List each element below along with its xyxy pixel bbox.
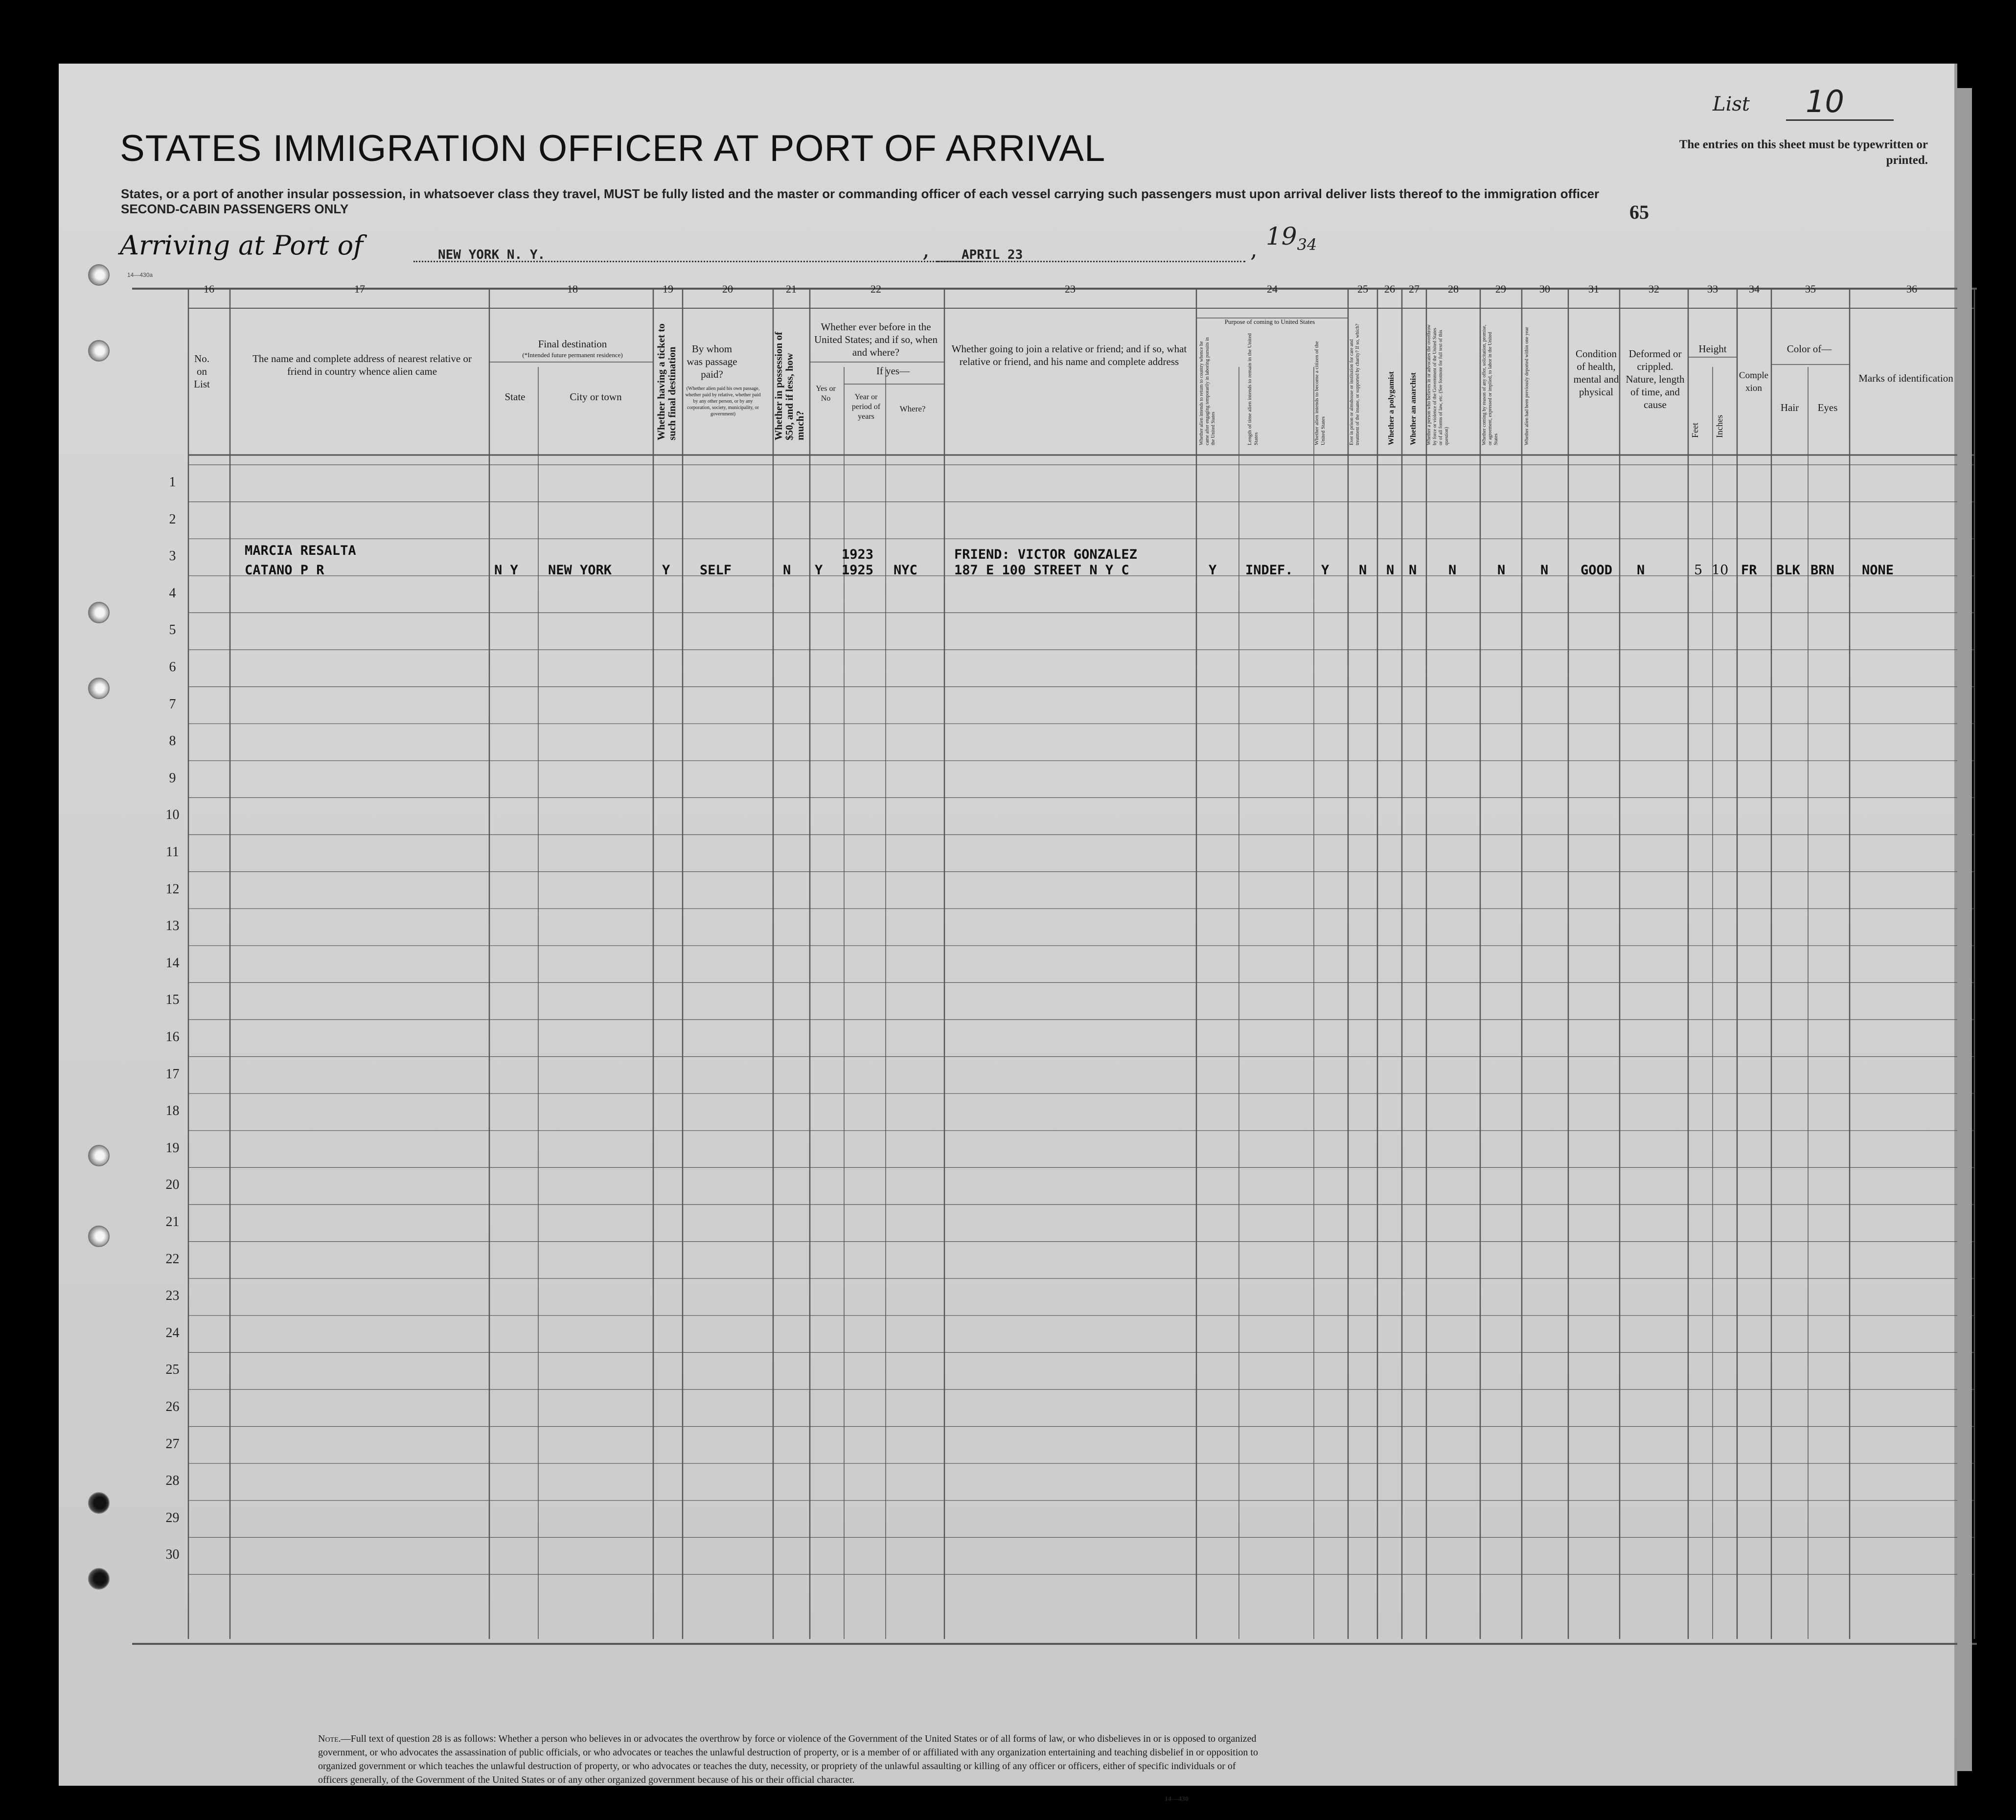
column-number: 31: [1588, 283, 1599, 295]
typewritten-note: The entries on this sheet must be typewritten or printed.: [1679, 138, 1928, 167]
row-number: 21: [165, 1214, 180, 1229]
return-value: Y: [1209, 563, 1217, 578]
punch-hole: [88, 1226, 110, 1247]
header-polygamist: Whether a polygamist: [1387, 371, 1396, 445]
join-relative-address: 187 E 100 STREET N Y C: [954, 563, 1129, 578]
header-if-yes: If yes—: [876, 365, 910, 377]
page-title: STATES IMMIGRATION OFFICER AT PORT OF ARRIVAL: [120, 128, 1106, 169]
header-color-of: Color of—: [1787, 343, 1832, 355]
form-code: 14—430a: [127, 272, 153, 278]
header-relative: The name and complete address of nearest relative or friend in country whence alien came: [252, 353, 472, 377]
column-number: 35: [1805, 283, 1816, 295]
row-number: 2: [169, 511, 176, 527]
list-number: 10: [1786, 84, 1894, 121]
header-q29: Whether coming by reason of any offer, solicitation, promise, or agreement, expressed or implied, to labor in the United States: [1482, 324, 1499, 445]
row-number: 6: [169, 660, 176, 675]
destination-city: NEW YORK: [548, 563, 612, 578]
row-number: 27: [165, 1436, 180, 1452]
footnote-form-code: 14—430: [1165, 1796, 1189, 1803]
header-prison: Ever in prison or almshouse or institution for care and treatment of the insane, or supported by charity? If so, which?: [1349, 323, 1360, 445]
row-number: 22: [165, 1251, 180, 1267]
column-number: 25: [1357, 283, 1368, 295]
row-number: 9: [169, 770, 176, 786]
row-number: 29: [165, 1510, 180, 1525]
header-feet: Feet: [1690, 423, 1700, 438]
column-number: 20: [722, 283, 733, 295]
header-final-destination: Final destination: [538, 338, 607, 350]
row-number: 4: [169, 585, 176, 601]
column-number: 26: [1384, 283, 1395, 295]
relative-address: CATANO P R: [245, 563, 324, 578]
hair-value: BLK: [1776, 563, 1800, 578]
row-number: 28: [165, 1473, 180, 1489]
column-number: 17: [354, 283, 365, 295]
header-anarchist: Whether an anarchist: [1409, 372, 1418, 445]
header-yes-or-no: Yes or No: [816, 385, 836, 403]
marks-value: NONE: [1862, 563, 1894, 578]
complexion-value: FR: [1741, 563, 1757, 578]
list-label: List: [1713, 93, 1750, 115]
punch-hole: [88, 1568, 110, 1590]
row-number: 12: [165, 881, 180, 897]
arrival-label: Arriving at Port of: [120, 230, 364, 261]
column-number: 36: [1906, 283, 1917, 295]
manifest-table: [132, 279, 1977, 1649]
header-where: Where?: [899, 404, 926, 413]
column-number: 23: [1065, 283, 1076, 295]
inches-value: 10: [1712, 563, 1729, 578]
row-number: 5: [169, 622, 176, 638]
citizen-value: Y: [1321, 563, 1329, 578]
q30-value: N: [1540, 563, 1549, 578]
column-number: 24: [1267, 283, 1278, 295]
column-number: 19: [663, 283, 673, 295]
anarchist-value: N: [1409, 563, 1417, 578]
arrival-date: APRIL 23: [937, 249, 1245, 262]
header-year: Year or period of years: [851, 393, 881, 421]
row-number: 24: [165, 1325, 180, 1341]
row-number: 7: [169, 696, 176, 712]
header-fifty-dollars: Whether in possession of $50, and if less, how much?: [773, 332, 806, 440]
header-purpose: Purpose of coming to United States: [1224, 318, 1315, 325]
header-inches: Inches: [1715, 415, 1724, 438]
relative-name: MARCIA RESALTA: [245, 543, 356, 558]
row-number: 11: [166, 844, 179, 860]
column-number: 18: [567, 283, 578, 295]
punch-hole: [88, 602, 110, 623]
footnote-label: Note.: [318, 1733, 341, 1744]
header-no-on-list: No. on List: [194, 353, 210, 390]
separator: ,: [922, 236, 930, 262]
arrival-port: NEW YORK N. Y.: [413, 249, 981, 262]
feet-value: 5: [1694, 563, 1703, 578]
punch-hole: [88, 264, 110, 286]
footnote: [318, 1732, 1262, 1787]
punch-hole: [88, 678, 110, 699]
row-number: 16: [165, 1029, 180, 1045]
column-number: 21: [786, 283, 797, 295]
row-number: 20: [165, 1177, 180, 1193]
destination-state: N Y: [494, 563, 518, 578]
header-complexion: Complexion: [1739, 370, 1769, 393]
manifest-sheet: [59, 64, 1957, 1803]
deformed-value: N: [1637, 563, 1645, 578]
header-purpose-citizen: Whether alien intends to become a citizen of the United States: [1314, 341, 1326, 445]
fifty-dollars-value: N: [783, 563, 791, 578]
row-number: 17: [165, 1066, 180, 1082]
column-number: 33: [1707, 283, 1718, 295]
row-number: 3: [169, 548, 176, 564]
row-number: 19: [165, 1140, 180, 1156]
row-number: 13: [165, 918, 180, 934]
row-number: 30: [165, 1547, 180, 1563]
row-number: 23: [165, 1288, 180, 1304]
page-subtitle: States, or a port of another insular possession, in whatsoever class they travel, MUST be fully listed and the master or commanding officer of each vessel carrying such passengers must upon arrival deliver lists thereof to the immigration officer: [121, 186, 1600, 201]
year-value-1: 1923: [842, 547, 874, 562]
row-number: 10: [165, 807, 180, 823]
cabin-class: SECOND-CABIN PASSENGERS ONLY: [121, 202, 349, 216]
column-number: 27: [1409, 283, 1420, 295]
prison-value: N: [1359, 563, 1367, 578]
header-deformed: Deformed or crippled. Nature, length of time, and cause: [1626, 348, 1685, 410]
footnote-text: —Full text of question 28 is as follows: Whether a person who believes in or advocates the overthrow by force or violence of the Government of the United States or of all forms of law, or who disbelieves in or is opposed to organized government, or who advocates the assassination of public officials, or who advocates or teaches the unlawful destruction of property, or is a member of or affiliated with any organization entertaining and teaching disbelief in or opposition to organized government or which teaches the unlawful destruction of property, or who advocates or teaches the duty, necessity, or propriety of the unlawful assaulting or killing of any officer or officers, either of specific individuals or of officers generally, of the Government of the United States or of any other organized government because of his or their official character.: [318, 1733, 1258, 1785]
header-before-in-us: Whether ever before in the United States; and if so, when and where?: [814, 321, 938, 358]
column-number: 30: [1539, 283, 1550, 295]
year-value-2: 1925: [842, 563, 874, 578]
arrival-year: [1260, 222, 1317, 254]
column-number: 34: [1749, 283, 1760, 295]
q28-value: N: [1448, 563, 1457, 578]
eyes-value: BRN: [1810, 563, 1834, 578]
passage-paid-value: SELF: [700, 563, 732, 578]
year-prefix: 19: [1266, 222, 1297, 250]
column-number: 32: [1649, 283, 1659, 295]
row-number: 14: [165, 955, 180, 971]
q29-value: N: [1497, 563, 1506, 578]
punch-hole: [88, 340, 110, 362]
header-q30: Whether alien had been previously deported within one year: [1524, 327, 1530, 445]
length-value: INDEF.: [1245, 563, 1293, 578]
column-number: 28: [1448, 283, 1459, 295]
page-edge: [1957, 88, 1972, 1771]
table-grid: [132, 279, 1977, 1649]
column-number: 22: [871, 283, 881, 295]
ticket-value: Y: [662, 563, 670, 578]
sheet-number: 65: [1629, 201, 1649, 223]
header-hair: Hair: [1780, 402, 1799, 413]
health-value: GOOD: [1581, 563, 1613, 578]
row-number: 18: [165, 1103, 180, 1119]
header-q28: Whether a person who believes in or advocates the overthrow by force or violence of the Government of the United States or of all forms of law, etc. (See footnote for full text of this question): [1426, 324, 1449, 445]
header-final-destination-sub: (*Intended future permanent residence): [522, 351, 623, 359]
punch-hole: [88, 1145, 110, 1166]
year-suffix: 34: [1297, 235, 1317, 254]
header-marks: Marks of identification: [1858, 372, 1953, 384]
column-number: 16: [204, 283, 214, 295]
header-passage-paid: By whom was passage paid?: [687, 343, 737, 380]
header-city: City or town: [570, 391, 622, 403]
arrival-line: [120, 222, 1343, 264]
header-join-relative: Whether going to join a relative or friend; and if so, what relative or friend, and his name and complete address: [951, 343, 1187, 367]
header-purpose-length: Length of time alien intends to remain in the United States: [1247, 333, 1259, 445]
before-in-us-value: Y: [815, 563, 823, 578]
row-number: 15: [165, 992, 180, 1008]
header-health: Condition of health, mental and physical: [1573, 348, 1619, 398]
punch-hole: [88, 1492, 110, 1514]
row-number: 25: [165, 1362, 180, 1378]
header-height: Height: [1698, 343, 1727, 355]
join-relative-name: FRIEND: VICTOR GONZALEZ: [954, 547, 1137, 562]
column-number: 29: [1495, 283, 1506, 295]
header-ticket: Whether having a ticket to such final destination: [655, 323, 678, 440]
polygamist-value: N: [1386, 563, 1395, 578]
separator: ,: [1250, 236, 1258, 262]
header-state: State: [504, 391, 526, 403]
row-number: 1: [169, 475, 176, 490]
header-eyes: Eyes: [1817, 402, 1838, 413]
where-value: NYC: [893, 563, 917, 578]
header-passage-paid-sub: (Whether alien paid his own passage, whether paid by relative, whether paid by any other person, or by any corporation, society, municipality, or government): [685, 386, 761, 417]
row-number: 26: [165, 1399, 180, 1414]
row-number: 8: [169, 733, 176, 749]
header-purpose-return: Whether alien intends to return to country whence he came after engaging temporarily in laboring pursuits in the United States: [1199, 337, 1216, 445]
